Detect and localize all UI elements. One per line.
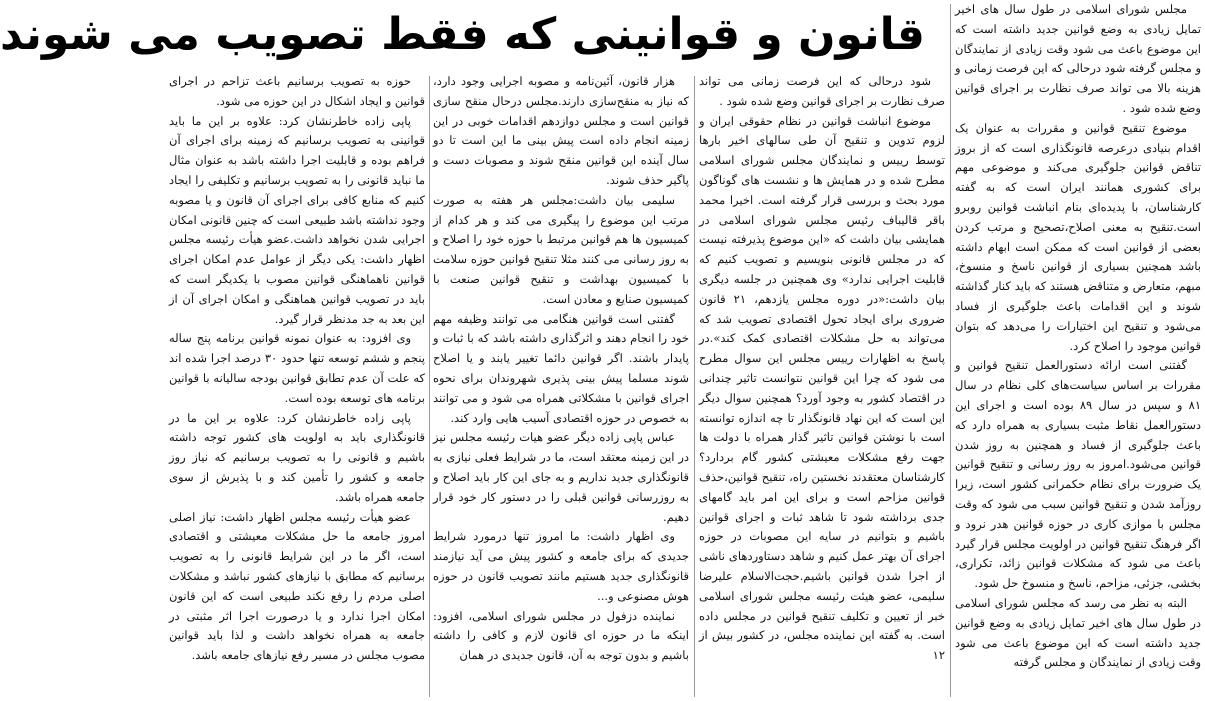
paragraph: عضو هیأت رئیسه مجلس اظهار داشت: نیاز اصلی امروز جامعه ما حل مشکلات معیشتی و اقتصادی است، اگر ما در این شرایط قانونی را به تصویب برسانیم که مطابق با نیازهای کشور نباشد و مشکلات اصلی مردم را رفع نکند طبیعی است که این قانون امکان اجرا ندارد و یا درصورت اجرا اثر مثبتی در جامعه به همراه نخواهد داشت و لذا باید قوانین مصوب مجلس در مسیر رفع نیازهای جامعه باشد. bbox=[169, 509, 425, 663]
paragraph: پاپی زاده خاطرنشان کرد: علاوه بر این ما باید قوانینی به تصویب برسانیم که زمینه برای اجرای آن فراهم بوده و قابلیت اجرا داشته باشد به عنوان مثال ما نباید قانونی را به تصویب برسانیم و تکلیفی را ایجاد کنیم که منابع کافی برای اجرای آن قانون و یا مصوبه وجود نداشته باشد طبیعی است که چنین قانونی امکان اجرایی شدن نخواهد داشت.عضو هیأت رئیسه مجلس اظهار داشت: یکی دیگر از عوامل عدم امکان اجرای قوانین ناهماهنگی قوانین مصوب با یکدیگر است که باید در تصویب قوانین هماهنگی و امکان اجرای آن از این بعد به جد مدنظر قرار گیرد. bbox=[169, 113, 425, 326]
paragraph: وی اظهار داشت: ما امروز تنها درمورد شرایط جدیدی که برای جامعه و کشور پیش می آید نیازمند قانونگذاری جدید هستیم مانند تصویب قانون در حوزه هوش مصنوعی و... bbox=[433, 529, 689, 603]
headline: قانون و قوانینی که فقط تصویب می شوند bbox=[0, 9, 925, 60]
article-column-2 bbox=[699, 72, 945, 701]
paragraph: عباس پاپی زاده دیگر عضو هیات رئیسه مجلس نیز در این زمینه معتقد است، ما در شرایط فعلی نیازی به قانونگذاری جدید نداریم و به جای این کار باید اصلاح و به روزرسانی قوانین قبلی را در دستور کار خود قرار دهیم. bbox=[433, 430, 689, 524]
paragraph: حوزه به تصویب برسانیم باعث تزاحم در اجرای قوانین و ایجاد اشکال در این حوزه می شود. bbox=[169, 74, 425, 108]
paragraph: وی افزود: به عنوان نمونه قوانین برنامه پنج ساله پنجم و ششم توسعه تنها حدود ۳۰ درصد اجرا شده اند که علت آن عدم تطابق قوانین بودجه سالیانه با قوانین برنامه های توسعه بوده است. bbox=[169, 331, 425, 405]
paragraph: موضوع تنقیح قوانین و مقررات به عنوان یک اقدام بنیادی درعرصه قانونگذاری است که از بروز تناقض قوانین جلوگیری می‌کند و موضوعی مهم برای کشوری همانند ایران است که به گفته کارشناسان، با پدیده‌ای بنام انباشت قوانین روبرو است.تنقیح به معنی اصلاح،تصحیح و مرتب کردن بعضی از قوانین است که ممکن است ابهام داشته باشد همچنین بسیاری از قوانین ناسخ و منسوخ، مبهم، متعارض و متناقض هستند که باید کنار گذاشته شوند و این اقدامات باعث جلوگیری از فساد می‌شود و تنقیح این اختیارات را می‌دهد که بتوان قوانین موجود را اصلاح کرد. bbox=[955, 120, 1201, 353]
paragraph: موضوع انباشت قوانین در نظام حقوقی ایران و لزوم تدوین و تنقیح آن طی سالهای اخیر بارها توسط رییس و نمایندگان مجلس شورای اسلامی مطرح شده و در همایش ها و نشست های گوناگون مورد بحث و بررسی قرار گرفته است. اخیرا محمد باقر قالیباف رئیس مجلس شورای اسلامی در همایشی بیان داشت که «این موضوع پذیرفته نیست که در مجلس قانونی بنویسیم و تصویب کنیم که قابلیت اجرایی ندارد» وی همچنین در جلسه دیگری بیان داشت:«در دوره مجلس یازدهم، ۲۱ قانون ضروری برای ایجاد تحول اقتصادی تصویب شد که می‌تواند به حل مشکلات اقتصادی کمک کند».در پاسخ به اظهارات رییس مجلس این سوال مطرح می شود که چرا این قوانین نتوانست تاثیر چندانی در اقتصاد کشور به وجود آورد؟ همچنین سوال دیگر این است که این نهاد قانونگذار تا چه اندازه توانسته است با نوشتن قوانین تاثیر گذار همراه با دولت ها جهت رفع مشکلات معیشتی کشور گام بردارد؟کارشناسان معتقدند نخستین راه، تنقیح قوانین،حذف قوانین مزاحم است و برای این امر باید گامهای جدی برداشته شود تا شاهد ثبات و اجرای قوانین باشیم و بتوانیم در سایه این مصوبات در حوزه اجرای آن بهتر عمل کنیم و شاهد دستاوردهای ناشی از اجرا شدن قوانین باشیم.حجت‌الاسلام علیرضا سلیمی، عضو هیئت رئیسه مجلس شورای اسلامی خبر از تعیین و تکلیف تنقیح قوانین در مجلس داده است. به گفته این نماینده مجلس، در کشور بیش از ۱۲ bbox=[699, 113, 945, 663]
paragraph: پاپی زاده خاطرنشان کرد: علاوه بر این ما در قانونگذاری باید به اولویت های کشور توجه داشته باشیم و قانونی را به تصویب برسانیم که نیاز روز جامعه و کشور را تأمین کند و با پذیرش از سوی جامعه همراه باشد. bbox=[169, 410, 425, 504]
paragraph: گفتنی است قوانین هنگامی می توانند وظیفه مهم خود را انجام دهند و اثرگذاری داشته باشد که با ثبات و پایدار باشند. اگر قوانین دائما تغییر یابند و یا اصلاح شوند مسلما پیش بینی پذیری شهروندان برای نحوه اجرای قوانین با مشکلاتی همراه می شود و می توانند به خصوص در حوزه اقتصادی آسیب هایی وارد کند. bbox=[433, 311, 689, 425]
paragraph: سلیمی بیان داشت:مجلس هر هفته به صورت مرتب این موضوع را پیگیری می کند و هر کدام از کمیسیون ها هم قوانین مرتبط با حوزه خود را اصلاح و به روز رسانی می کنند مثلا تنقیح قوانین حوزه سلامت با کمیسیون بهداشت و تنقیح قوانین صنعت با کمیسیون صنایع و معادن است. bbox=[433, 192, 689, 306]
paragraph: شود درحالی که این فرصت زمانی می تواند صرف نظارت بر اجرای قوانین وضع شده شود . bbox=[699, 74, 945, 108]
paragraph: نماینده دزفول در مجلس شورای اسلامی، افزود: اینکه ما در حوزه ای قانون لازم و کافی را داشته باشیم و بدون توجه به آن، قانون جدیدی در همان bbox=[433, 608, 689, 663]
column-divider bbox=[429, 76, 430, 697]
paragraph: گفتنی است ارائه دستورالعمل تنقیح قوانین و مقررات بر اساس سیاست‌های کلی نظام در سال ۸۱ و سپس در سال ۸۹ بوده است و اجرای این دستورالعمل نقاط مثبت بسیاری به همراه دارد که باعث جلوگیری از فساد و همچنین به روز شدن قوانین می‌شود.امروز به روز رسانی و تنقیح قوانین یک ضرورت برای نظام حکمرانی کشور است، زیرا روزآمد شدن و تنقیح قوانین سبب می شود که وقت مجلس با موازی کاری در حوزه قوانین هدر نرود و اگر فرهنگ تنقیح قوانین در اولویت مجلس قرار گیرد باعث می شود که مشکلات قوانین زائد، تکراری، بخشی، جزئی، مزاحم، ناسخ و منسوخ حل شود. bbox=[955, 358, 1201, 591]
column-divider bbox=[950, 4, 951, 697]
article-column-3 bbox=[433, 72, 689, 701]
paragraph: البته به نظر می رسد که مجلس شورای اسلامی در طول سال های اخیر تمایل زیادی به وضع قوانین جدید داشته است که این موضوع باعث می شود وقت زیادی از نمایندگان و مجلس گرفته bbox=[955, 595, 1201, 670]
article-column-4 bbox=[169, 72, 425, 701]
article-column-1 bbox=[955, 0, 1201, 701]
column-divider bbox=[694, 76, 695, 697]
paragraph: مجلس شورای اسلامی در طول سال های اخیر تمایل زیادی به وضع قوانین جدید داشته است که این موضوع باعث می شود وقت زیادی از نمایندگان و مجلس گرفته شود درحالی که این فرصت زمانی و هزینه بالا می تواند صرف نظارت بر اجرای قوانین وضع شده شود . bbox=[955, 2, 1201, 115]
paragraph: هزار قانون، آئین‌نامه و مصوبه اجرایی وجود دارد، که نیاز به منقح‌سازی دارند.مجلس درحال منقح سازی قوانین است و مجلس دوازدهم اقدامات خوبی در این زمینه انجام داده است پیش بینی ما این است تا دو سال آینده این قوانین منقح شوند و مصوبات دست و پاگیر حذف شوند. bbox=[433, 74, 689, 187]
